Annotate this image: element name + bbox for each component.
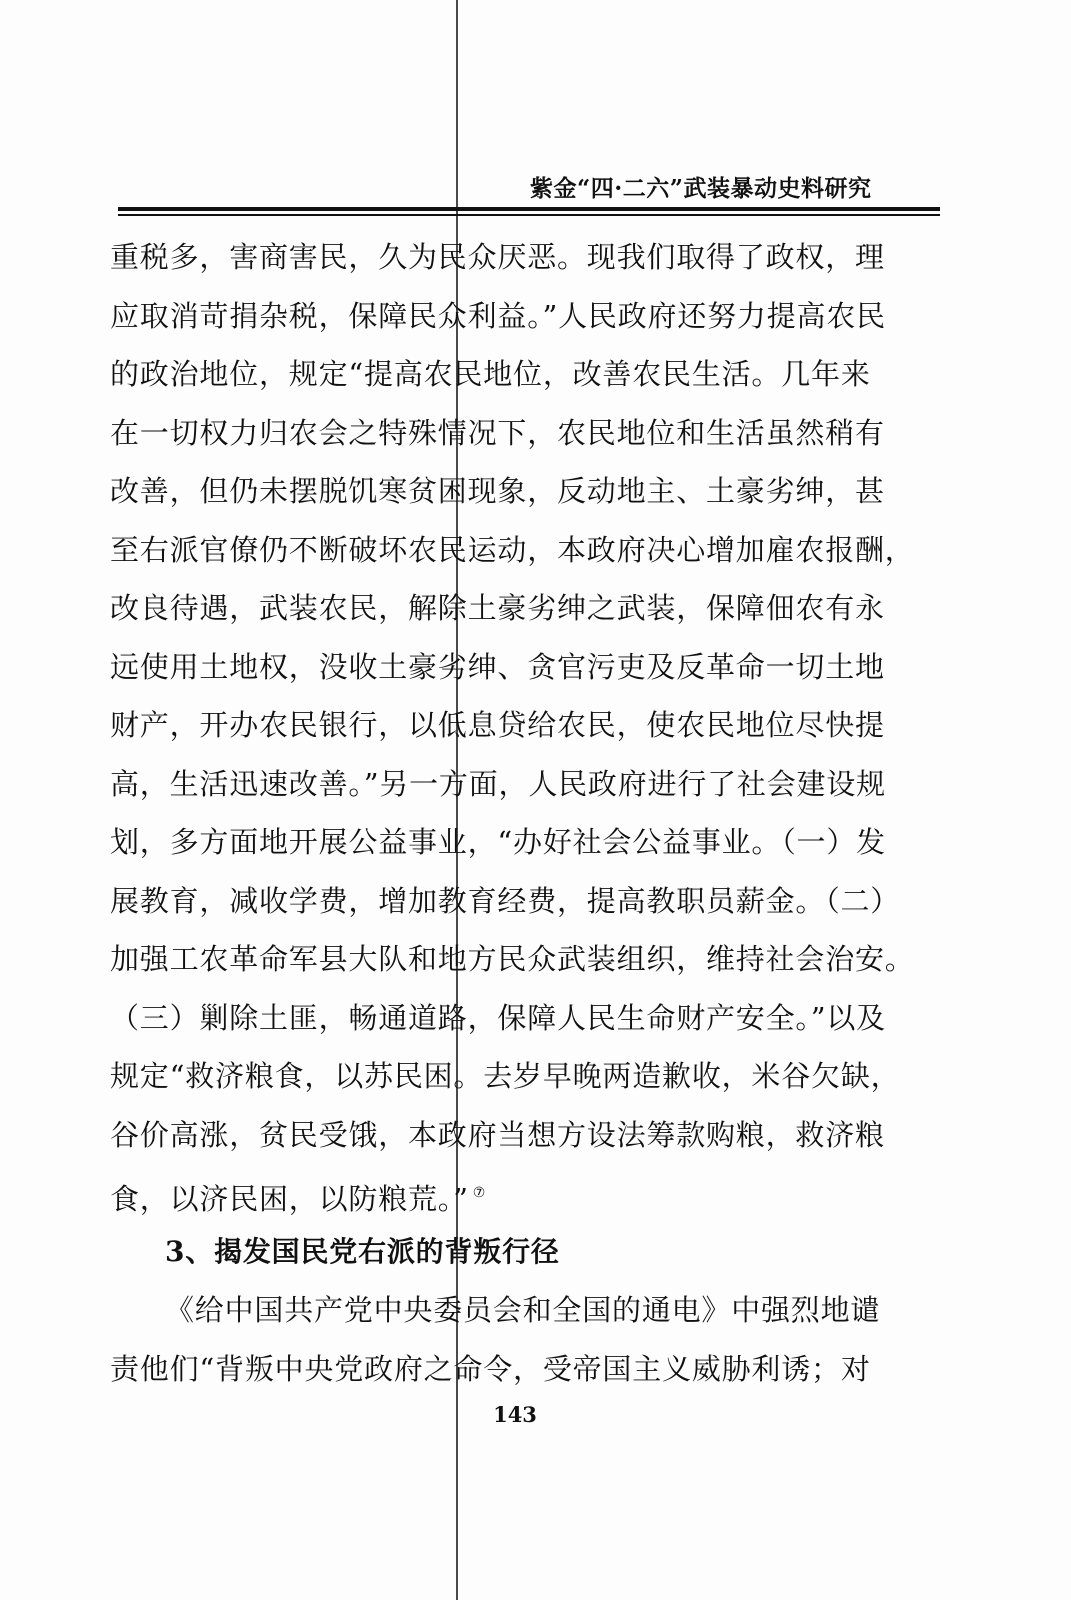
text-line: 至右派官僚仍不断破坏农民运动，本政府决心增加雇农报酬， [110,532,915,567]
text-line-content: 食，以济民困，以防粮荒。” [110,1182,469,1216]
text-line: 规定“救济粮食，以苏民困。去岁早晚两造歉收，米谷欠缺， [110,1059,901,1093]
body-text [110,228,940,1398]
text-line: 财产，开办农民银行，以低息贷给农民，使农民地位尽快提 [110,708,885,742]
text-line: 展教育，减收学费，增加教育经费，提高教职员薪金。（二） [110,883,901,918]
text-line: 划，多方面地开展公益事业，“办好社会公益事业。（一）发 [110,825,886,859]
page-number: 143 [493,1402,537,1427]
text-line: 重税多，害商害民，久为民众厌恶。现我们取得了政权，理 [110,240,885,274]
text-line: 高，生活迅速改善。”另一方面，人民政府进行了社会建设规 [110,766,886,801]
header-rule-thick [118,207,940,211]
text-line-last [110,1164,940,1223]
text-line: 在一切权力归农会之特殊情况下，农民地位和生活虽然稍有 [110,415,885,450]
text-line: 责他们“背叛中央党政府之命令，受帝国主义威胁利诱；对 [110,1351,871,1386]
text-line: 加强工农革命军县大队和地方民众武装组织，维持社会治安。 [110,942,915,976]
text-line: 的政治地位，规定“提高农民地位，改善农民生活。几年来 [110,357,871,391]
text-line: 应取消苛捐杂税，保障民众利益。”人民政府还努力提高农民 [110,298,886,333]
footnote-mark: ⑦ [472,1185,487,1201]
text-line: 《给中国共产党中央委员会和全国的通电》中强烈地谴 [165,1293,881,1327]
text-line: 改良待遇，武装农民，解除土豪劣绅之武装，保障佃农有永 [110,591,885,625]
text-line: 改善，但仍未摆脱饥寒贫困现象，反动地主、土豪劣绅，甚 [110,474,885,508]
header-rule-thin [118,214,940,216]
text-line: 谷价高涨，贫民受饿，本政府当想方设法筹款购粮，救济粮 [110,1117,885,1152]
text-line: （三）剿除土匪，畅通道路，保障人民生命财产安全。”以及 [110,1000,886,1035]
section-heading: 3、揭发国民党右派的背叛行径 [165,1234,560,1268]
running-head: 紫金“四·二六”武装暴动史料研究 [530,175,872,202]
text-line: 远使用土地权，没收土豪劣绅、贪官污吏及反革命一切土地 [110,649,885,684]
